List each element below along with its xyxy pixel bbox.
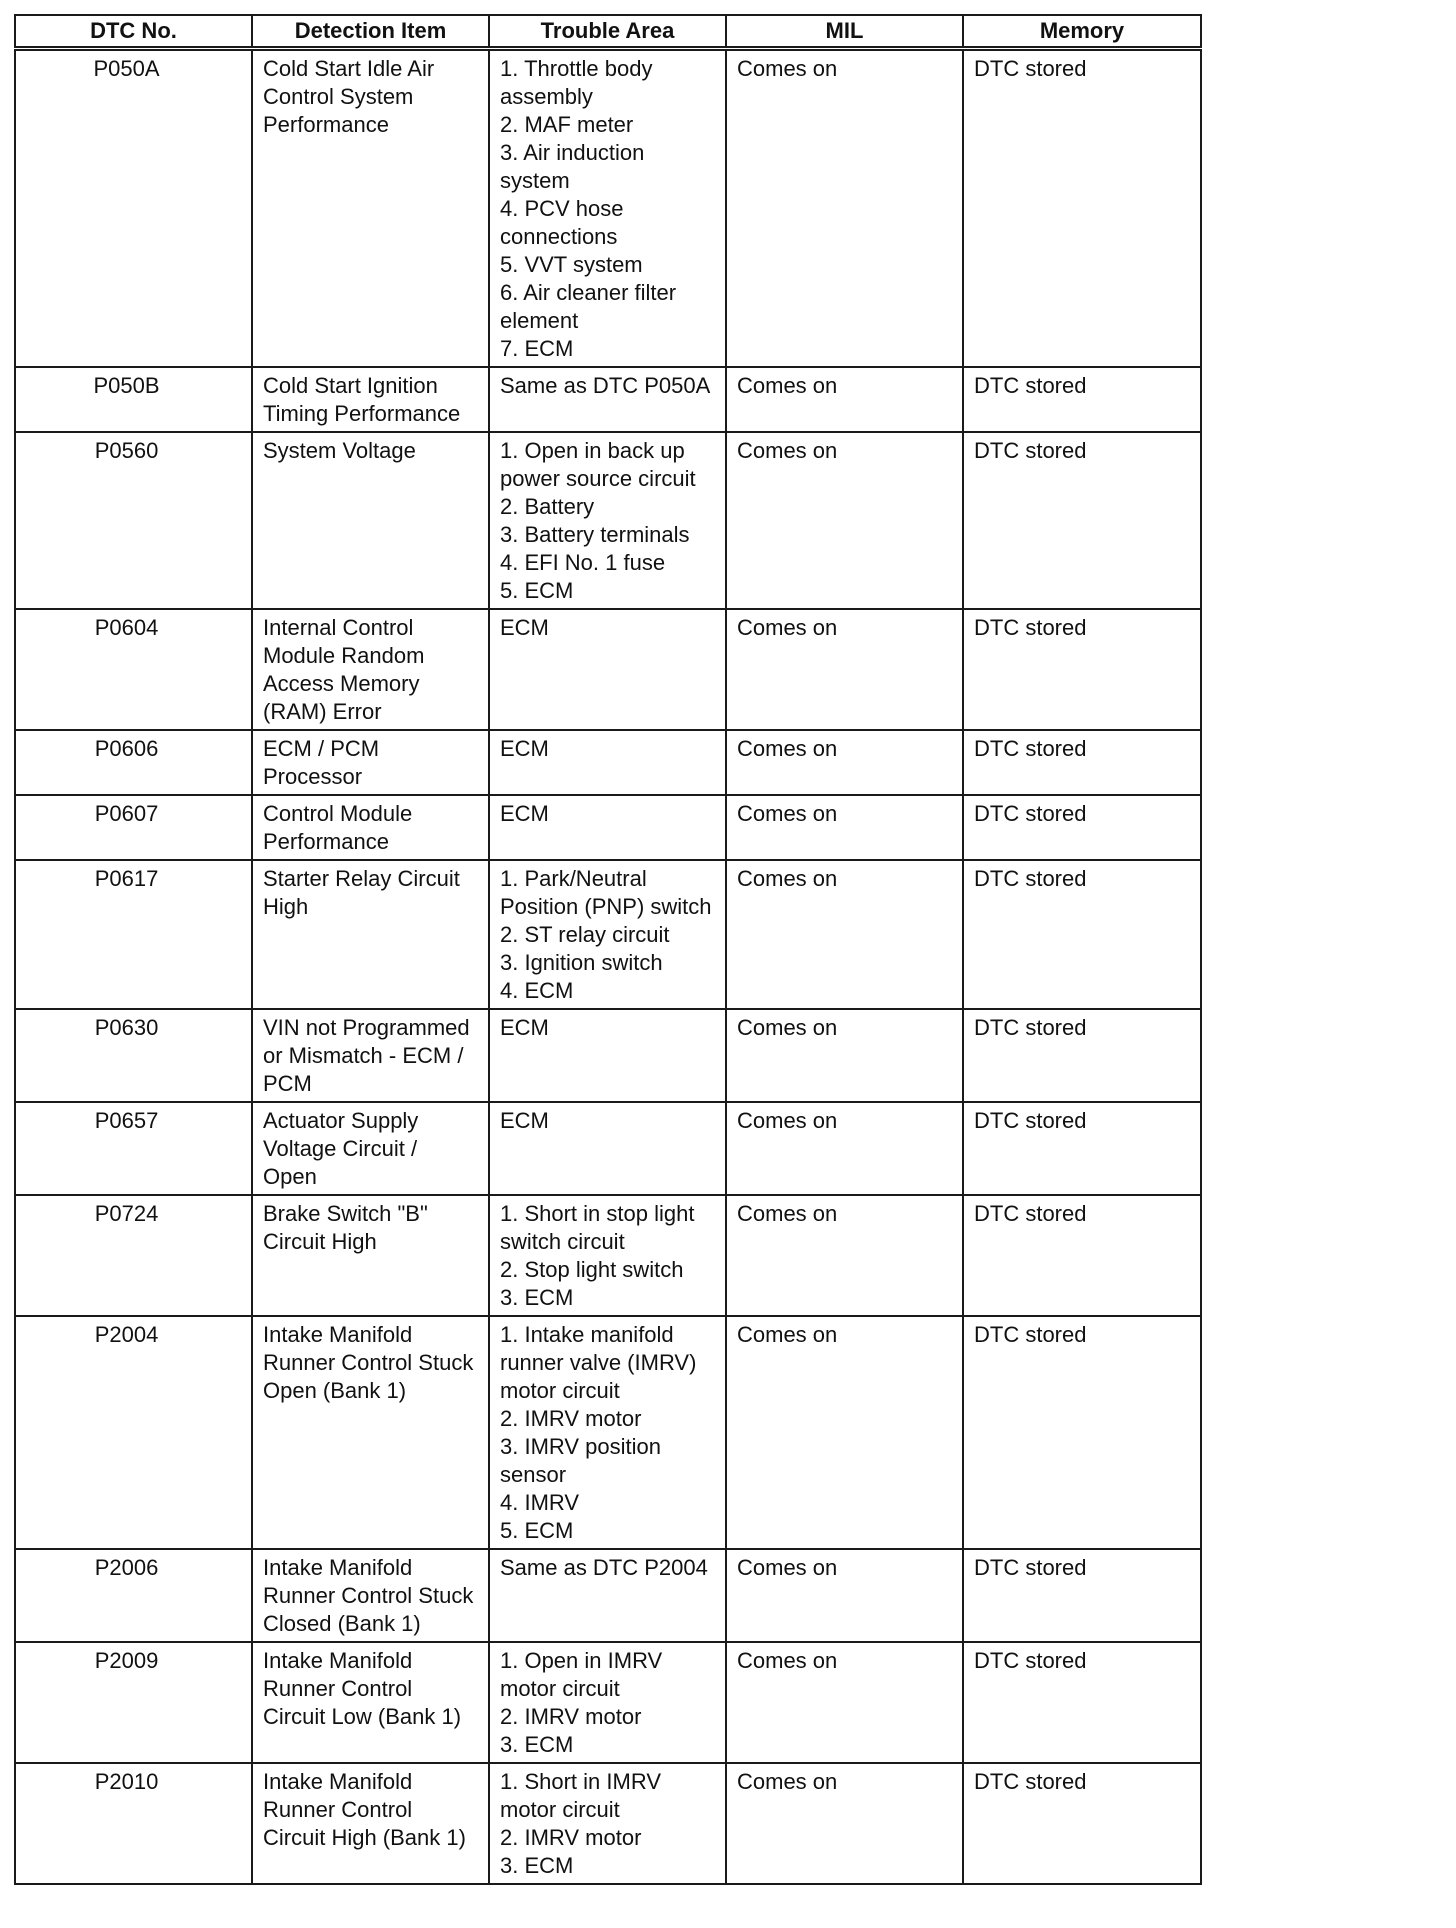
detection-item-line: Runner Control Stuck <box>263 1350 474 1375</box>
detection-item-line: Brake Switch "B" <box>263 1201 428 1226</box>
trouble-area-line: motor circuit <box>500 1378 620 1403</box>
detection-item-line: Cold Start Idle Air <box>263 56 435 81</box>
detection-item-cell <box>252 1642 489 1763</box>
trouble-area-cell <box>489 1195 726 1316</box>
table-row <box>15 1102 1201 1195</box>
trouble-area-cell <box>489 730 726 795</box>
header-memory: Memory <box>963 15 1201 49</box>
mil-cell: Comes on <box>726 1195 963 1316</box>
trouble-area-cell <box>489 367 726 432</box>
trouble-area-cell <box>489 1549 726 1642</box>
detection-item-line: Runner Control <box>263 1676 413 1701</box>
dtc-code-cell: P0606 <box>15 730 252 795</box>
table-header <box>15 15 1201 49</box>
trouble-area-line: 6. Air cleaner filter <box>500 280 677 305</box>
detection-item-cell <box>252 1009 489 1102</box>
detection-item-line: Performance <box>263 112 389 137</box>
trouble-area-line: 4. IMRV <box>500 1490 580 1515</box>
detection-item-cell <box>252 367 489 432</box>
trouble-area-line: 7. ECM <box>500 336 574 361</box>
dtc-code-cell: P2004 <box>15 1316 252 1549</box>
trouble-area-line: sensor <box>500 1462 567 1487</box>
detection-item-line: Intake Manifold <box>263 1648 413 1673</box>
trouble-area-cell <box>489 860 726 1009</box>
trouble-area-line: motor circuit <box>500 1797 620 1822</box>
detection-item-line: Timing Performance <box>263 401 461 426</box>
detection-item-line: Actuator Supply <box>263 1108 419 1133</box>
dtc-code-cell: P0607 <box>15 795 252 860</box>
mil-cell: Comes on <box>726 49 963 368</box>
detection-item-line: Performance <box>263 829 389 854</box>
trouble-area-line: 3. Battery terminals <box>500 522 690 547</box>
trouble-area-cell <box>489 1642 726 1763</box>
dtc-code-cell: P050A <box>15 49 252 368</box>
trouble-area-line: ECM <box>500 736 549 761</box>
trouble-area-line: 4. PCV hose <box>500 196 624 221</box>
detection-item-line: Processor <box>263 764 363 789</box>
detection-item-line: Intake Manifold <box>263 1555 413 1580</box>
detection-item-line: Starter Relay Circuit <box>263 866 460 891</box>
trouble-area-line: power source circuit <box>500 466 696 491</box>
detection-item-line: Access Memory <box>263 671 420 696</box>
memory-cell: DTC stored <box>963 432 1201 609</box>
table-row <box>15 1763 1201 1884</box>
trouble-area-line: 3. ECM <box>500 1853 574 1878</box>
header-trouble-area: Trouble Area <box>489 15 726 49</box>
table-row <box>15 49 1201 368</box>
detection-item-line: PCM <box>263 1071 312 1096</box>
detection-item-cell <box>252 1316 489 1549</box>
trouble-area-line: 2. IMRV motor <box>500 1704 642 1729</box>
dtc-code-cell: P050B <box>15 367 252 432</box>
trouble-area-cell <box>489 1316 726 1549</box>
mil-cell: Comes on <box>726 1763 963 1884</box>
trouble-area-line: 3. IMRV position <box>500 1434 662 1459</box>
mil-cell: Comes on <box>726 1549 963 1642</box>
dtc-table <box>14 14 1202 1885</box>
trouble-area-line: 1. Open in IMRV <box>500 1648 663 1673</box>
trouble-area-cell <box>489 1009 726 1102</box>
detection-item-line: Open (Bank 1) <box>263 1378 407 1403</box>
detection-item-cell <box>252 1763 489 1884</box>
memory-cell: DTC stored <box>963 1009 1201 1102</box>
table-row <box>15 1195 1201 1316</box>
detection-item-line: Intake Manifold <box>263 1322 413 1347</box>
trouble-area-line: 2. IMRV motor <box>500 1825 642 1850</box>
mil-cell: Comes on <box>726 609 963 730</box>
header-detection-item: Detection Item <box>252 15 489 49</box>
dtc-code-cell: P0617 <box>15 860 252 1009</box>
detection-item-line: System Voltage <box>263 438 416 463</box>
table-row <box>15 730 1201 795</box>
trouble-area-cell <box>489 1102 726 1195</box>
trouble-area-line: Position (PNP) switch <box>500 894 712 919</box>
trouble-area-line: 3. ECM <box>500 1732 574 1757</box>
trouble-area-line: 2. IMRV motor <box>500 1406 642 1431</box>
table-row <box>15 1642 1201 1763</box>
detection-item-cell <box>252 730 489 795</box>
detection-item-cell <box>252 609 489 730</box>
trouble-area-line: connections <box>500 224 618 249</box>
detection-item-line: VIN not Programmed <box>263 1015 470 1040</box>
mil-cell: Comes on <box>726 367 963 432</box>
memory-cell: DTC stored <box>963 730 1201 795</box>
detection-item-cell <box>252 1195 489 1316</box>
trouble-area-line: 4. ECM <box>500 978 574 1003</box>
detection-item-line: Control Module <box>263 801 413 826</box>
trouble-area-line: motor circuit <box>500 1676 620 1701</box>
trouble-area-cell <box>489 49 726 368</box>
mil-cell: Comes on <box>726 1642 963 1763</box>
table-row <box>15 860 1201 1009</box>
memory-cell: DTC stored <box>963 367 1201 432</box>
memory-cell: DTC stored <box>963 1763 1201 1884</box>
trouble-area-line: ECM <box>500 1015 549 1040</box>
header-row <box>15 15 1201 49</box>
trouble-area-line: 3. Air induction <box>500 140 645 165</box>
trouble-area-line: 5. ECM <box>500 578 574 603</box>
trouble-area-line: Same as DTC P050A <box>500 373 711 398</box>
memory-cell: DTC stored <box>963 49 1201 368</box>
trouble-area-line: Same as DTC P2004 <box>500 1555 708 1580</box>
table-row <box>15 432 1201 609</box>
detection-item-line: Circuit High <box>263 1229 377 1254</box>
trouble-area-cell <box>489 1763 726 1884</box>
detection-item-line: Open <box>263 1164 317 1189</box>
table-row <box>15 795 1201 860</box>
mil-cell: Comes on <box>726 1102 963 1195</box>
trouble-area-line: 3. ECM <box>500 1285 574 1310</box>
trouble-area-line: ECM <box>500 801 549 826</box>
memory-cell: DTC stored <box>963 1316 1201 1549</box>
memory-cell: DTC stored <box>963 1195 1201 1316</box>
detection-item-line: (RAM) Error <box>263 699 382 724</box>
trouble-area-line: 1. Short in stop light <box>500 1201 695 1226</box>
dtc-code-cell: P0560 <box>15 432 252 609</box>
detection-item-line: Module Random <box>263 643 425 668</box>
trouble-area-line: 1. Intake manifold <box>500 1322 674 1347</box>
trouble-area-line: switch circuit <box>500 1229 625 1254</box>
trouble-area-line: 5. VVT system <box>500 252 643 277</box>
detection-item-line: Cold Start Ignition <box>263 373 438 398</box>
detection-item-line: Intake Manifold <box>263 1769 413 1794</box>
trouble-area-line: runner valve (IMRV) <box>500 1350 697 1375</box>
table-body <box>15 49 1201 1885</box>
trouble-area-line: 4. EFI No. 1 fuse <box>500 550 666 575</box>
detection-item-line: Closed (Bank 1) <box>263 1611 421 1636</box>
detection-item-line: Runner Control <box>263 1797 413 1822</box>
memory-cell: DTC stored <box>963 609 1201 730</box>
trouble-area-cell <box>489 432 726 609</box>
dtc-code-cell: P0630 <box>15 1009 252 1102</box>
table-row <box>15 1549 1201 1642</box>
trouble-area-cell <box>489 609 726 730</box>
memory-cell: DTC stored <box>963 860 1201 1009</box>
mil-cell: Comes on <box>726 1316 963 1549</box>
memory-cell: DTC stored <box>963 1549 1201 1642</box>
mil-cell: Comes on <box>726 795 963 860</box>
detection-item-line: or Mismatch - ECM / <box>263 1043 464 1068</box>
detection-item-cell <box>252 795 489 860</box>
detection-item-line: Internal Control <box>263 615 414 640</box>
trouble-area-line: assembly <box>500 84 593 109</box>
dtc-code-cell: P0657 <box>15 1102 252 1195</box>
trouble-area-line: ECM <box>500 615 549 640</box>
detection-item-line: Voltage Circuit / <box>263 1136 418 1161</box>
memory-cell: DTC stored <box>963 1102 1201 1195</box>
table-row <box>15 1316 1201 1549</box>
detection-item-line: High <box>263 894 309 919</box>
trouble-area-line: 2. ST relay circuit <box>500 922 670 947</box>
dtc-code-cell: P0724 <box>15 1195 252 1316</box>
trouble-area-line: 1. Short in IMRV <box>500 1769 661 1794</box>
trouble-area-line: 1. Park/Neutral <box>500 866 647 891</box>
table-row <box>15 1009 1201 1102</box>
dtc-code-cell: P2010 <box>15 1763 252 1884</box>
trouble-area-line: element <box>500 308 579 333</box>
dtc-code-cell: P2009 <box>15 1642 252 1763</box>
trouble-area-line: 1. Open in back up <box>500 438 685 463</box>
detection-item-line: Runner Control Stuck <box>263 1583 474 1608</box>
trouble-area-line: system <box>500 168 570 193</box>
mil-cell: Comes on <box>726 730 963 795</box>
memory-cell: DTC stored <box>963 795 1201 860</box>
dtc-code-cell: P0604 <box>15 609 252 730</box>
mil-cell: Comes on <box>726 1009 963 1102</box>
table-row <box>15 609 1201 730</box>
trouble-area-cell <box>489 795 726 860</box>
header-mil: MIL <box>726 15 963 49</box>
dtc-code-cell: P2006 <box>15 1549 252 1642</box>
detection-item-line: ECM / PCM <box>263 736 380 761</box>
detection-item-cell <box>252 1102 489 1195</box>
trouble-area-line: 1. Throttle body <box>500 56 653 81</box>
detection-item-cell <box>252 432 489 609</box>
detection-item-line: Circuit Low (Bank 1) <box>263 1704 462 1729</box>
trouble-area-line: 2. Battery <box>500 494 595 519</box>
trouble-area-line: 2. Stop light switch <box>500 1257 684 1282</box>
trouble-area-line: ECM <box>500 1108 549 1133</box>
trouble-area-line: 2. MAF meter <box>500 112 634 137</box>
mil-cell: Comes on <box>726 860 963 1009</box>
detection-item-cell <box>252 860 489 1009</box>
trouble-area-line: 5. ECM <box>500 1518 574 1543</box>
trouble-area-line: 3. Ignition switch <box>500 950 663 975</box>
detection-item-line: Control System <box>263 84 414 109</box>
memory-cell: DTC stored <box>963 1642 1201 1763</box>
header-dtc-no: DTC No. <box>15 15 252 49</box>
detection-item-cell <box>252 1549 489 1642</box>
detection-item-cell <box>252 49 489 368</box>
detection-item-line: Circuit High (Bank 1) <box>263 1825 466 1850</box>
mil-cell: Comes on <box>726 432 963 609</box>
table-row <box>15 367 1201 432</box>
